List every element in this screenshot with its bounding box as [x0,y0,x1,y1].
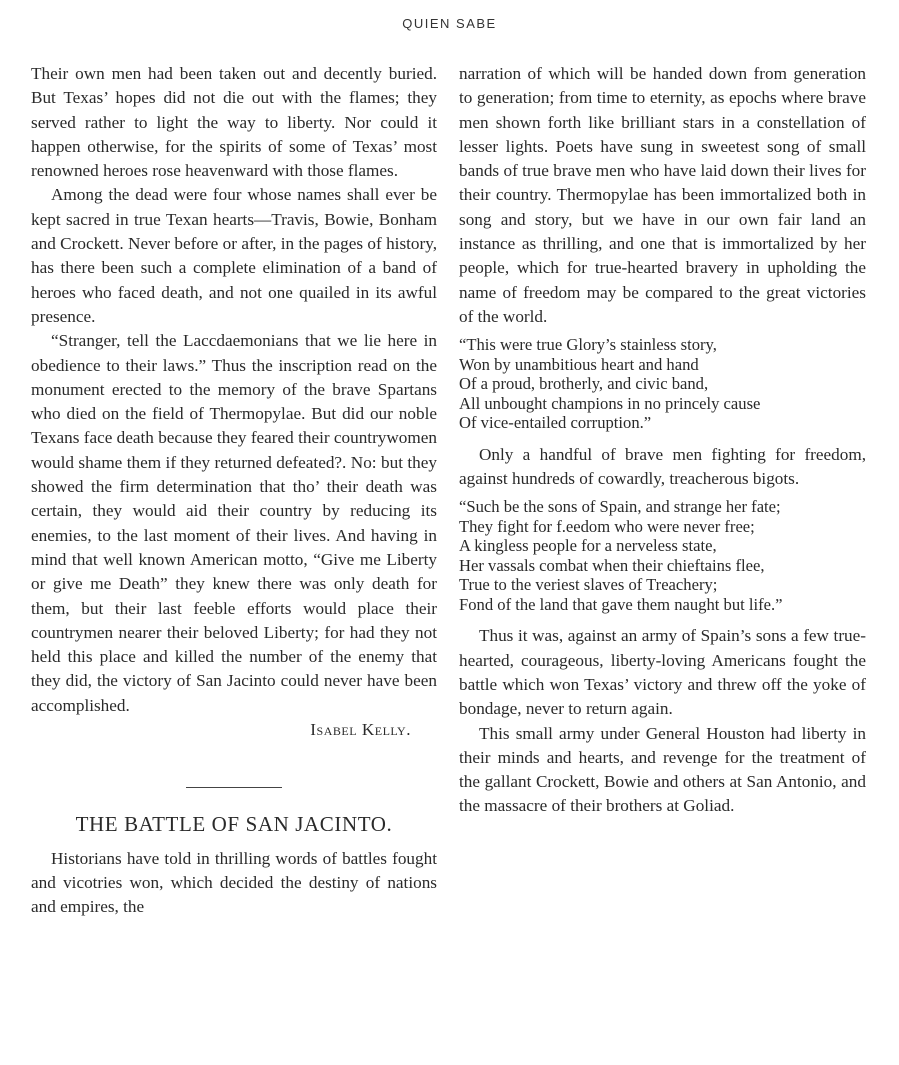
left-column [31,62,437,920]
poem-line: They fight for f.eedom who were never free; [459,516,755,536]
paragraph-article-opening: Historians have told in thrilling words of battles fought and vicotries won, which decided the destiny of nations and empires, the [31,848,437,917]
poem-quotation-glory [459,335,866,433]
poem-line: Her vassals combat when their chieftains flee, [459,555,765,575]
poem-line: Won by unambitious heart and hand [459,354,699,374]
paragraph-handful-of-men: Only a handful of brave men fighting for freedom, against hundreds of cowardly, treacherous bigots. [459,444,866,489]
poem-line: Of vice-entailed corruption.” [459,413,652,433]
paragraph-general-houston: This small army under General Houston had liberty in their minds and hearts, and revenge for the treatment of the gallant Crockett, Bowie and others at San Antonio, and the massacre of their brothers at Goliad. [459,723,866,816]
poem-line: All unbought champions in no princely cause [459,393,761,413]
paragraph-thermopylae-inscription: “Stranger, tell the Laccdaemonians that we lie here in obedience to their laws.” Thus the inscription read on the monument erected to the memory of the brave Spartans who died on the field of Thermopylae. But did our noble Texans face death because they feared their countrywomen would shame them if they returned defeated?. No: but they showed the firm determination that tho’ their death was certain, they would aid their country by reducing its enemies, to the last moment of their lives. And having in mind that well known American motto, “Give me Liberty or give me Death” they knew there was only death for them, but their last feeble efforts would place their countrymen nearer their beloved Liberty; for had they not held this place and killed the number of the enemy that they did, the victory of San Jacinto could never have been accomplished. [31,331,437,715]
paragraph-alamo-heroes: Among the dead were four whose names shall ever be kept sacred in true Texan hearts—Travis, Bowie, Bonham and Crockett. Never before or after, in the pages of history, has there been such a complete elimination of a band of heroes who faced death, and not one quailed in its awful presence. [31,185,437,326]
poem-quotation-spain [459,497,866,614]
poem-line: True to the veriest slaves of Treachery; [459,575,718,595]
running-header: QUIEN SABE [402,16,497,31]
author-signature: Isabel Kelly. [310,720,411,740]
poem-line: “This were true Glory’s stainless story, [459,335,717,355]
right-column [459,62,866,819]
poem-line: Fond of the land that gave them naught but life.” [459,594,783,614]
paragraph-previous-article-ending: Their own men had been taken out and decently buried. But Texas’ hopes did not die out with the flames; they served rather to light the way to liberty. Nor could it happen otherwise, for the spirits of some of Texas’ most renowned heroes rose heavenward with those flames. [31,64,437,181]
paragraph-continuation: narration of which will be handed down from generation to generation; from time to eternity, as epochs where brave men shown forth like brilliant stars in a constellation of lesser lights. Poets have sung in sweetest song of small bands of true brave men who have laid down their lives for their country. Thermopylae has been immortalized both in song and story, but we have in our own fair land an instance as thrilling, and one that is immortalized by her people, which for true-hearted bravery in upholding the name of freedom may be compared to the great victories of the world. [459,64,866,326]
paragraph-army-of-spain: Thus it was, against an army of Spain’s sons a few true-hearted, courageous, liberty-loving Americans fought the battle which won Texas’ victory and threw off the yoke of bondage, never to return again. [459,626,866,719]
poem-line: “Such be the sons of Spain, and strange her fate; [459,497,781,517]
article-title: THE BATTLE OF SAN JACINTO. [75,812,393,837]
section-divider [186,787,282,788]
poem-line: A kingless people for a nerveless state, [459,536,717,556]
poem-line: Of a proud, brotherly, and civic band, [459,374,709,394]
